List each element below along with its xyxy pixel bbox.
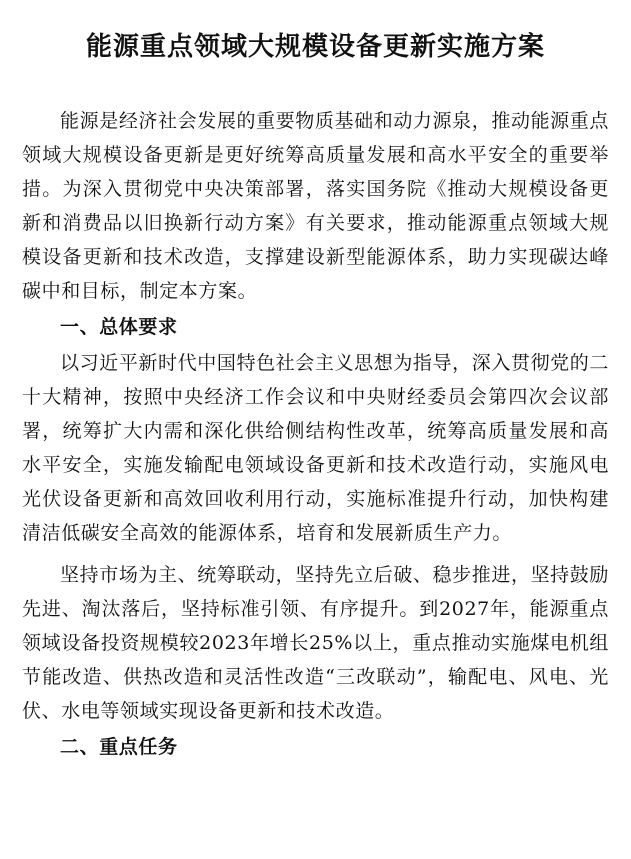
document-title: 能源重点领域大规模设备更新实施方案 <box>85 32 545 62</box>
targets-paragraph: 坚持市场为主、统筹联动，坚持先立后破、稳步推进，坚持鼓励先进、淘汰落后，坚持标准引领、有序提升。到2027年，能源重点领域设备投资规模较2023年增长25%以上，重点推动实施煤电机组节能改造、供热改造和灵活性改造“三改联动”，输配电、风电、光伏、水电等领域实现设备更新和技术改造。 <box>22 564 609 722</box>
section-heading-key-tasks: 二、重点任务 <box>60 736 178 758</box>
guiding-principle-paragraph: 以习近平新时代中国特色社会主义思想为指导，深入贯彻党的二十大精神，按照中央经济工作会议和中央财经委员会第四次会议部署，统筹扩大内需和深化供给侧结构性改革，统筹高质量发展和高水平安全，实施发输配电领域设备更新和技术改造行动，实施风电光伏设备更新和高效回收利用行动，实施标准提升行动，加快构建清洁低碳安全高效的能源体系，培育和发展新质生产力。 <box>22 352 609 544</box>
intro-paragraph: 能源是经济社会发展的重要物质基础和动力源泉，推动能源重点领域大规模设备更新是更好统筹高质量发展和高水平安全的重要举措。为深入贯彻党中央决策部署，落实国务院《推动大规模设备更新和消费品以旧换新行动方案》有关要求，推动能源重点领域大规模设备更新和技术改造，支撑建设新型能源体系，助力实现碳达峰碳中和目标，制定本方案。 <box>22 110 609 302</box>
section-heading-general-requirements: 一、总体要求 <box>60 316 178 338</box>
